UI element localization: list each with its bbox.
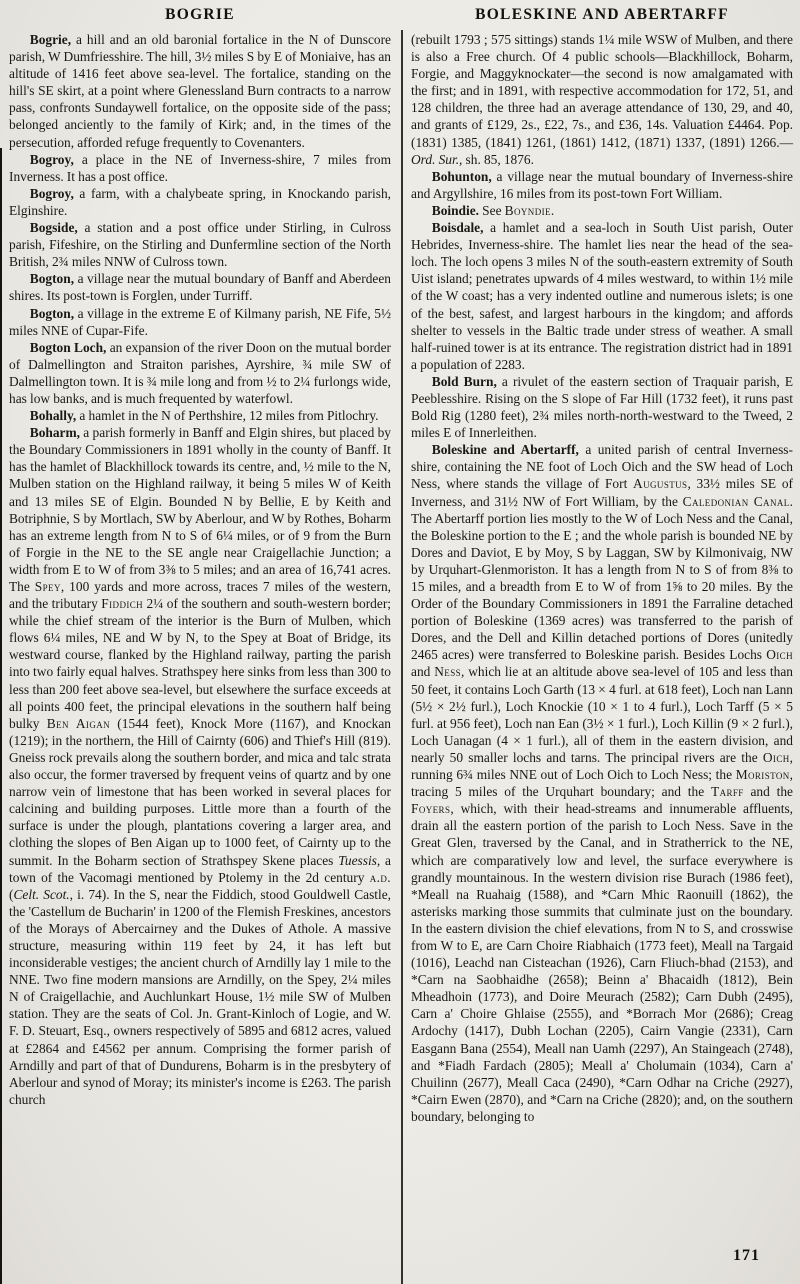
entry-text: a village in the extreme E of Kilmany parish, NE Fife, 5½ miles NNE of Cupar-Fife. [9, 305, 391, 338]
gazetteer-entry [411, 441, 793, 1125]
entry-text: a village near the mutual boundary of Banff and Aberdeen shires. Its post-town is Forglen, under Turriff. [9, 271, 391, 304]
entry-text: Ness [434, 664, 462, 680]
entry-text: , 33½ miles SE of Inverness, and 31½ NW of Fort William, by the [411, 476, 793, 509]
gazetteer-entry [9, 407, 391, 424]
entry-term: Boindie. [431, 202, 480, 218]
entry-term: Bohunton, [431, 168, 492, 184]
entry-term: Bogton, [29, 305, 75, 321]
scan-edge-artifact [0, 148, 2, 1284]
left-running-head: BOGRIE [165, 6, 235, 23]
gazetteer-entry [411, 202, 793, 219]
entry-text: Caledonian Canal [682, 493, 790, 509]
entry-text: , 100 yards and more across, traces 7 miles of the western, and the tributary [9, 579, 392, 612]
entry-text: See [479, 202, 505, 218]
entry-continuation [411, 31, 793, 168]
entry-text: . The Abertarff portion lies mostly to the W of Loch Ness and the Canal, the Boleskine portion to the E ; and the whole parish is bounded NE by Dores and Daviot, E by Moy, S by Laggan, SW by Kilmonivaig, NW by Urquhart-Glenmoriston. It has a length from N to S of from 8⅜ to 15 miles, and a breadth from E to W of from 1⅝ to 20 miles. By the Order of the Boundary Commissioners in 1891 the Farraline detached portion of Boleskine (1369 acres) was transferred to the parish of Dores, and the Dell and Killin detached portions of Dores (unitedly 2465 acres) were transferred to Boleskine parish. Besides Lochs [411, 493, 794, 663]
column-divider-rule [401, 30, 403, 1284]
entry-term: Bohally, [29, 408, 77, 424]
entry-text: an expansion of the river Doon on the mutual border of Dalmellington and Straiton parishes, Ayrshire, ¾ mile SW of Dalmellington town. It is ¾ mile long and from ½ to 2¼ furlongs wide, has low banks, and is much frequented by waterfowl. [9, 339, 391, 406]
gazetteer-entry [411, 168, 793, 202]
entry-text: a village near the mutual boundary of Inverness-shire and Argyllshire, 16 miles from its post-town Fort William. [411, 168, 793, 201]
entry-term: Boisdale, [431, 220, 484, 236]
entry-text: (rebuilt 1793 ; 575 sittings) stands 1¼ mile WSW of Mulben, and there is also a Free church. Of 4 public schools—Blackhillock, Boharm, Forgie, and Maggyknockater—the second is now amalgamated with the first; and in 1891, with respective accommodation for 172, 51, and 128 children, the three had an average attendance of 130, 29, and 40, and grants of £129, 2s., £22, 7s., and £36, 14s. Valuation £4464. Pop. (1831) 1385, (1841) 1261, (1861) 1412, (1871) 1337, (1891) 1266.— [411, 32, 793, 150]
right-column-entries [411, 31, 793, 1125]
entry-text: Ben Aigan [46, 715, 111, 731]
entry-text: 2¼ of the southern and south-western border; while the chief stream of the interior is the Burn of Mulben, which flows 6¼ miles, NE and W by N, to the Spey at Boat of Bridge, its westward course, flanked by the Highland railway, parting the parish into two fairly equal halves. Strathspey here sinks from less than 300 to less than 200 feet above sea-level, but elsewhere the surface exceeds at all points 400 feet, the principal elevations in the southern half being bulky [9, 596, 391, 731]
gazetteer-entry [9, 219, 391, 270]
gazetteer-entry [9, 305, 391, 339]
right-column [411, 6, 793, 1125]
entry-text: , tracing 5 miles of the Urquhart boundary; and the [411, 767, 793, 800]
entry-text: , running 6¾ miles NNE out of Loch Oich to Loch Ness; the [411, 749, 793, 783]
entry-text: Oich [762, 749, 790, 765]
entry-text: Boyndie [504, 202, 551, 218]
gazetteer-entry [9, 270, 391, 304]
entry-text: Moriston [735, 767, 790, 783]
entry-text: and the [743, 784, 793, 800]
entry-text: , which, with their head-streams and innumerable affluents, drain all the eastern portion of the parish to Loch Ness. Save in the Great Glen, traversed by the Canal, and in Stratherrick to the NE, which are comparatively low and level, the surface everywhere is grandly mountainous. In the western division rise Burach (1986 feet), *Meall na Ruahaig (1588), and *Carn Mhic Raonuill (1862), the asterisks marking those summits that culminate just on the boundary. In the eastern division the chief elevations, from N to S, and crosswise from W to E, are Carn Choire Riabhaich (1773 feet), Meall na Targaid (1016), Leachd nan Cisteachan (1926), Carn Fliuch-bhad (2153), and *Carn na Saobhaidhe (2658); Beinn a' Bhacaidh (1812), Bein Mheadhoin (1773), and Doire Meurach (2582); Carn Dubh (2495), Carn a' Choire Ghlaise (2555), and *Borrach Mor (2686); Creag Ardochy (1417), Dubh Lochan (2205), Cairn Vangie (2331), Carn Easgann Bana (2554), Meall nan Uamh (2297), An Staingeach (2748), and *Fiadh Fardach (2805); Meall a' Cholumain (1034), Carn a' Chuilinn (2677), Meall Caca (2490), *Carn Odhar na Criche (2927), *Cairn Ewen (2870), and *Carn na Criche (2820); and, on the southern boundary, belonging to [411, 801, 793, 1124]
right-running-head: BOLESKINE AND ABERTARFF [475, 6, 729, 23]
entry-term: Bogside, [29, 220, 78, 236]
gazetteer-entry [411, 219, 793, 373]
entry-text: , i. 74). In the S, near the Fiddich, stood Gouldwell Castle, the 'Castellum de Bucharin' in 1200 of the Flemish Freskines, ancestors of the Morays of Abercairney and the Dukes of Athole. A massive structure, measuring within 119 feet by 24, it has left but inconsiderable vestiges; the ancient church of Arndilly lay 1 mile to the NNE. Two fine modern mansions are Arndilly, on the Spey, 2¼ miles N of Craigellachie, and Auchlunkart House, 1½ mile SW of Mulben station. They are the seats of Col. Jn. Grant-Kinloch of Logie, and W. F. D. Steuart, Esq., owners respectively of 5895 and 6812 acres, valued at £2864 and £4562 per annum. Comprising the former parish of Arndilly and part of that of Dundurens, Boharm is in the presbytery of Aberlour and synod of Moray; its minister's income is £263. The parish church [9, 886, 392, 1107]
gazetteer-entry [9, 185, 391, 219]
left-column [9, 6, 391, 1125]
entry-term: Bogton Loch, [29, 339, 107, 355]
entry-text: Spey [34, 579, 61, 594]
entry-text: a hamlet in the N of Perthshire, 12 miles from Pitlochry. [76, 408, 379, 424]
page-number: 171 [733, 1247, 760, 1264]
entry-text: a hamlet and a sea-loch in South Uist parish, Outer Hebrides, Inverness-shire. The hamlet lies near the head of the sea-loch. The loch opens 3 miles N of the south-eastern extremity of South Uist island; penetrates upwards of 4 miles westward, to within 1½ mile of the W coast; has a very indented outline and numerous islets; is one of the best, safest, and largest harbours in the kingdom; and affords shelter to vessels in the Baltic trade under stress of weather. A small half-ruined tower is at its entrance. The registration district had in 1891 a population of 2283. [411, 220, 793, 372]
entry-text: Celt. Scot. [13, 886, 70, 902]
entry-text: a.d. [369, 869, 391, 885]
entry-text: (1544 feet), Knock More (1167), and Knockan (1219); in the northern, the Hill of Cairnty (606) and Thief's Hill (819). Gneiss rock prevails along the southern border, and mica and talc strata also occur, the former traversed by frequent veins of quartz and by one narrow vein of limestone that has been worked in several places for calcining and building purposes. Little more than a fourth of the surface is under the plough, plantations covering a larger area, and clothing the slopes of Ben Aigan up to 1000 feet, of Cairnty up to the summit. In the Boharm section of Strathspey Skene places [9, 715, 391, 868]
gazetteer-entry [9, 339, 391, 407]
entry-text: and [411, 664, 435, 680]
entry-term: Bogroy, [29, 185, 74, 201]
entry-text: , a town of the Vacomagi mentioned by Ptolemy in the 2d century [9, 852, 391, 885]
gazetteer-entry [411, 373, 793, 441]
entry-text: a place in the NE of Inverness-shire, 7 miles from Inverness. It has a post office. [9, 151, 391, 184]
left-column-entries [9, 31, 391, 1108]
entry-text: Foyers [411, 801, 451, 817]
entry-text: a station and a post office under Stirling, in Culross parish, Fifeshire, on the Stirling and Dunfermline section of the North British, 2¾ miles NNW of Culross town. [9, 220, 391, 270]
entry-term: Boharm, [29, 425, 80, 441]
entry-text: Fiddich [101, 596, 144, 612]
entry-text: a parish formerly in Banff and Elgin shires, but placed by the Boundary Commissioners in 1891 wholly in the county of Banff. It has the hamlet of Blackhillock towards its centre, and, ½ mile to the N, Mulben station on the Highland railway, it being 5 miles W of Keith and 13 miles SE of Elgin. Bounded N by Bellie, E by Keith and Botriphnie, S by Mortlach, SW by Aberlour, and W by Rothes, Boharm has an extreme length from N to S of 6¼ miles, or of 9 from the Burn of Forgie in the NE to the SE angle near Craigellachie Junction; a width from E to W of from 3⅜ to 5 miles; and an area of 16,741 acres. The [9, 425, 391, 594]
entry-text: Tarff [710, 784, 744, 800]
entry-text: , sh. 85, 1876. [459, 151, 534, 167]
entry-text: . [550, 202, 555, 218]
gazetteer-entry [9, 424, 391, 1108]
entry-text: a farm, with a chalybeate spring, in Knockando parish, Elginshire. [9, 185, 391, 218]
entry-text: a hill and an old baronial fortalice in the N of Dunscore parish, W Dumfriesshire. The hill, 3½ miles S by E of Moniaive, has an altitude of 1416 feet above sea-level. The fortalice, standing on the hill's SE skirt, at a point where Glenessland Burn contracts to a narrow pass, confronts Sundaywell fortalice, on the opposite side of the pass; belonged anciently to the family of Kirk; and, in the times of the persecution, afforded refuge frequently to Covenanters. [9, 32, 391, 150]
entry-term: Bogroy, [29, 151, 74, 167]
entry-text: Ord. Sur. [411, 151, 460, 167]
gazetteer-entry [9, 151, 391, 185]
entry-text: , which lie at an altitude above sea-level of 105 and less than 50 feet, it contains Loch Garth (13 × 4 furl. at 618 feet), Loch nan Lann (5½ × 2½ furl.), Loch Knockie (10 × 1 to 4 furl.), Loch Tarff (5 × 5 furl. at 956 feet), Loch nan Ean (3½ × 1 furl.), Loch Killin (9 × 2 furl.), Loch Uanagan (4 × 1 furl.), all of them in the eastern division, and nearly 50 smaller lochs and tarns. The principal rivers are the [411, 664, 793, 765]
entry-text: ( [9, 886, 14, 902]
entry-text: a united parish of central Inverness-shire, containing the NE foot of Loch Oich and the SW head of Loch Ness, where stands the village of Fort [411, 442, 793, 492]
entry-text: a rivulet of the eastern section of Traquair parish, E Peeblesshire. Rising on the S slope of Far Hill (1732 feet), it runs past Bold Rig (1280 feet), 2¾ miles north-north-westward to the Tweed, 2 miles E of Innerleithen. [411, 373, 793, 441]
entry-term: Bold Burn, [431, 373, 497, 389]
entry-text: Tuessis [338, 852, 377, 868]
entry-text: Oich [766, 647, 793, 663]
gazetteer-entry [9, 31, 391, 151]
entry-term: Boleskine and Abertarff, [431, 442, 579, 458]
entry-term: Bogton, [29, 271, 75, 287]
entry-term: Bogrie, [29, 32, 72, 47]
entry-text: Augustus [633, 476, 688, 492]
